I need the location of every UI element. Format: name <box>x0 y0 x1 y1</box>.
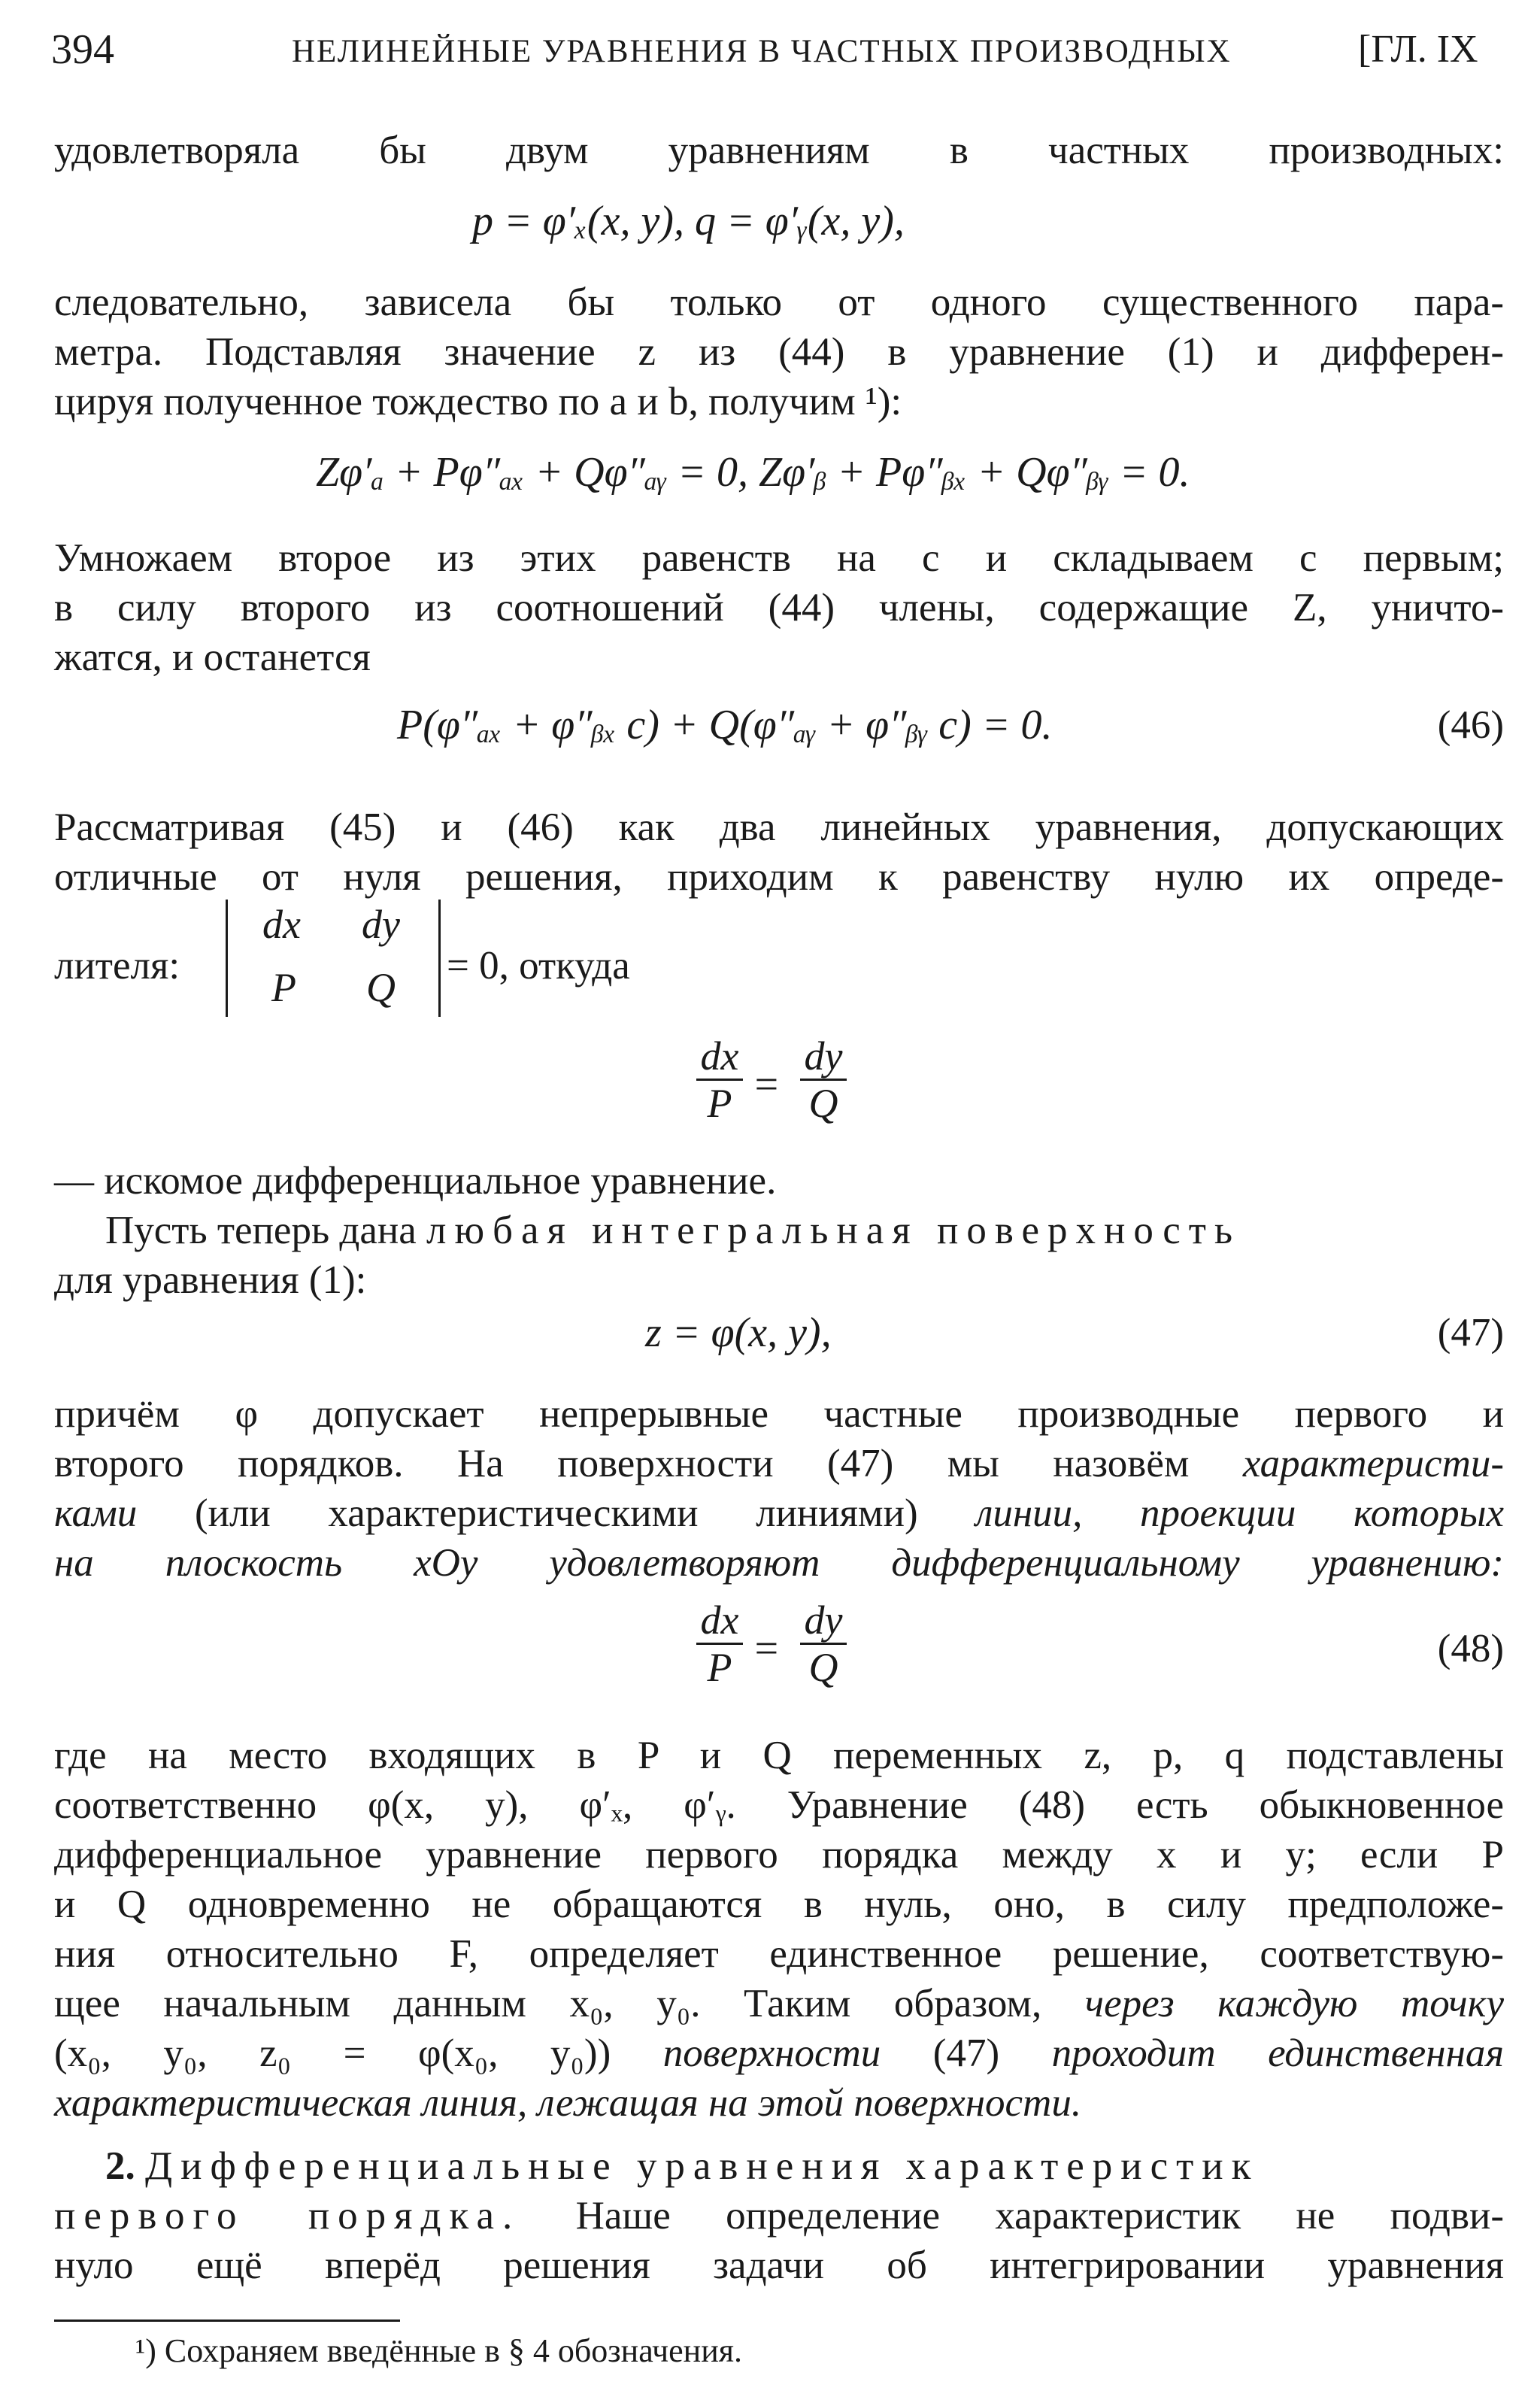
text-line: где на место входящих в P и Q переменных z, p, q подставлены <box>54 1734 1504 1777</box>
equation-p-q: p = φ′ₓ(x, y), q = φ′ᵧ(x, y), <box>472 198 905 244</box>
equation-number-46: (46) <box>1437 703 1504 747</box>
equals-sign: = <box>752 1625 781 1672</box>
text-line: цируя полученное тождество по a и b, получим ¹): <box>54 380 902 423</box>
equation-46: P(φ″ₐₓ + φ″ᵦₓ c) + Q(φ″ₐᵧ + φ″ᵦᵧ c) = 0. <box>397 702 1053 748</box>
text-line: для уравнения (1): <box>54 1258 367 1302</box>
text-line: щее начальным данным x₀, y₀. Таким образом, через каждую точку <box>54 1982 1504 2025</box>
text-line: Рассматривая (45) и (46) как два линейных уравнения, допускающих <box>54 806 1504 849</box>
determinant-cell: P <box>271 965 296 1010</box>
equation-number-47: (47) <box>1437 1311 1504 1355</box>
fraction-dx-over-P: $\frac{dx}{P}$ <box>696 1033 743 1126</box>
equals-sign: = <box>752 1061 781 1108</box>
text-line: Пусть теперь дана любая интегральная поверхность <box>105 1209 1241 1252</box>
spaced-emphasis: любая интегральная поверхность <box>426 1209 1241 1252</box>
text-fragment: лителя: <box>54 944 180 988</box>
determinant-cell: dx <box>262 902 301 947</box>
text-line: на плоскость xOy удовлетворяют дифференциальному уравнению: <box>54 1541 1504 1585</box>
fraction-dx-over-P: $\frac{dx}{P}$ <box>696 1597 743 1690</box>
fraction-dy-over-Q: $\frac{dy}{Q}$ <box>800 1033 847 1126</box>
text-line: характеристическая линия, лежащая на этой поверхности. <box>54 2081 1082 2125</box>
running-title: НЕЛИНЕЙНЫЕ УРАВНЕНИЯ В ЧАСТНЫХ ПРОИЗВОДНЫХ <box>292 34 1232 69</box>
text-line: причём φ допускает непрерывные частные производные первого и <box>54 1392 1504 1436</box>
determinant-cell: Q <box>366 965 396 1010</box>
chapter-label: [ГЛ. IX <box>1358 28 1478 71</box>
footnote-rule <box>54 2320 400 2322</box>
fraction-dy-over-Q: $\frac{dy}{Q}$ <box>800 1597 847 1690</box>
text-line: второго порядков. На поверхности (47) мы назовём характеристи- <box>54 1442 1504 1485</box>
text-line: следовательно, зависела бы только от одного существенного пара- <box>54 281 1504 324</box>
text-line: — искомое дифференциальное уравнение. <box>54 1159 777 1203</box>
text-line: нуло ещё вперёд решения задачи об интегрировании уравнения <box>54 2244 1504 2287</box>
text-line: и Q одновременно не обращаются в нуль, оно, в силу предположе- <box>54 1883 1504 1926</box>
equation-47: z = φ(x, y), <box>645 1309 832 1356</box>
text-line: ния относительно F, определяет единственное решение, соответствую- <box>54 1932 1504 1976</box>
text-line: отличные от нуля решения, приходим к равенству нулю их опреде- <box>54 855 1504 899</box>
equation-derivatives: Zφ′ₐ + Pφ″ₐₓ + Qφ″ₐᵧ = 0, Zφ′ᵦ + Pφ″ᵦₓ + Qφ″ᵦᵧ = 0. <box>316 449 1190 496</box>
text-fragment: = 0, откуда <box>447 944 630 988</box>
text-line: метра. Подставляя значение z из (44) в уравнение (1) и дифферен- <box>54 330 1504 374</box>
footnote: ¹) Сохраняем введённые в § 4 обозначения. <box>135 2332 742 2369</box>
text-line: удовлетворяла бы двум уравнениям в частных производных: <box>54 129 1504 172</box>
text-line: соответственно φ(x, y), φ′ₓ, φ′ᵧ. Уравнение (48) есть обыкновенное <box>54 1783 1504 1827</box>
section-heading-line: 2. Дифференциальные уравнения характеристик <box>105 2144 1260 2188</box>
text-line: жатся, и останется <box>54 636 371 679</box>
text-line: ками (или характеристическими линиями) линии, проекции которых <box>54 1491 1504 1535</box>
determinant-cell: dy <box>362 902 400 947</box>
determinant <box>226 900 441 1017</box>
text-line: Умножаем второе из этих равенств на c и складываем с первым; <box>54 536 1504 580</box>
section-heading-line: первого порядка. Наше определение характеристик не подви- <box>54 2194 1504 2238</box>
text-line: дифференциальное уравнение первого порядка между x и y; если P <box>54 1833 1504 1877</box>
page-number: 394 <box>51 26 114 73</box>
equation-number-48: (48) <box>1437 1627 1504 1670</box>
text-line: (x₀, y₀, z₀ = φ(x₀, y₀)) поверхности (47) проходит единственная <box>54 2031 1504 2075</box>
text-line: в силу второго из соотношений (44) члены, содержащие Z, уничто- <box>54 586 1504 630</box>
